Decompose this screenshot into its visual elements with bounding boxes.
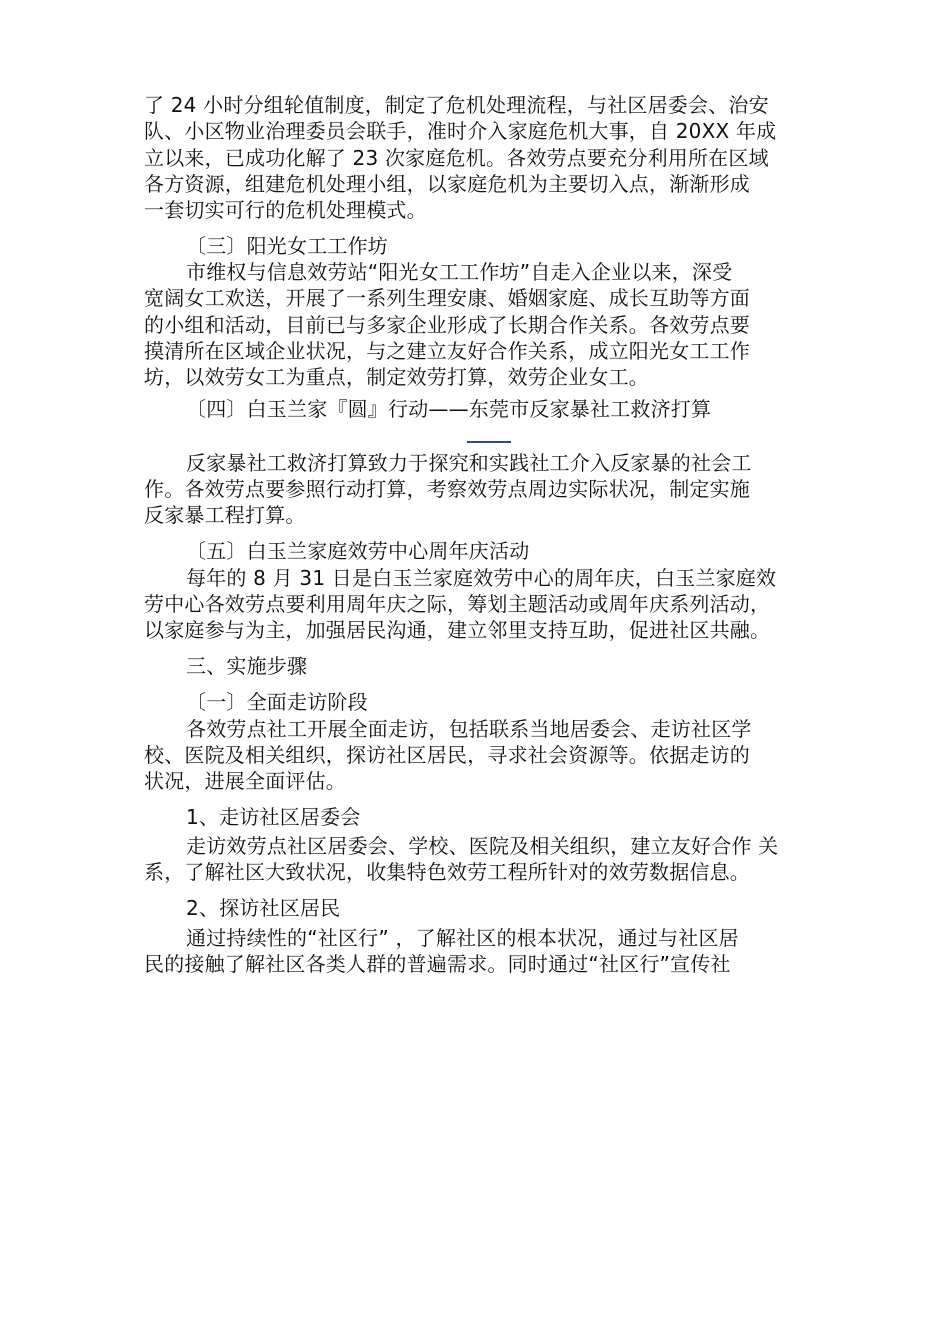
text-line: 了 24 小时分组轮值制度，制定了危机处理流程，与社区居委会、治安 (144, 93, 769, 117)
section-heading: 〔一〕全面走访阶段 (186, 690, 368, 714)
paragraph-start: 反家暴社工救济打算致力于探究和实践社工介入反家暴的社会工 (186, 451, 752, 475)
text-line: 民的接触了解社区各类人群的普遍需求。同时通过“社区行”宣传社 (144, 952, 731, 976)
underline-mark (467, 441, 511, 443)
section-heading: 〔四〕白玉兰家『圆』行动——东莞市反家暴社工救济打算 (186, 397, 712, 421)
text-line: 坊，以效劳女工为重点，制定效劳打算，效劳企业女工。 (144, 365, 649, 389)
text-line: 系，了解社区大致状况，收集特色效劳工程所针对的效劳数据信息。 (144, 860, 750, 884)
text-line: 劳中心各效劳点要利用周年庆之际，筹划主题活动或周年庆系列活动， (144, 592, 771, 616)
paragraph-start: 通过持续性的“社区行” ，了解社区的根本状况，通过与社区居 (186, 926, 739, 950)
text-line: 作。各效劳点要参照行动打算，考察效劳点周边实际状况，制定实施 (144, 477, 750, 501)
subsection-heading: 1、走访社区居委会 (186, 805, 361, 829)
paragraph-start: 市维权与信息效劳站“阳光女工工作坊”自走入企业以来，深受 (186, 260, 733, 284)
text-line: 的小组和活动，目前已与多家企业形成了长期合作关系。各效劳点要 (144, 313, 750, 337)
text-line: 宽阔女工欢送，开展了一系列生理安康、婚姻家庭、成长互助等方面 (144, 286, 750, 310)
text-line: 反家暴工程打算。 (144, 503, 306, 527)
paragraph-start: 每年的 8 月 31 日是白玉兰家庭效劳中心的周年庆，白玉兰家庭效 (186, 566, 777, 590)
text-line: 一套切实可行的危机处理模式。 (144, 198, 427, 222)
text-line: 摸清所在区域企业状况，与之建立友好合作关系，成立阳光女工工作 (144, 339, 750, 363)
section-heading: 〔五〕白玉兰家庭效劳中心周年庆活动 (186, 539, 530, 563)
text-line: 状况，进展全面评估。 (144, 769, 346, 793)
text-line: 校、医院及相关组织，探访社区居民，寻求社会资源等。依据走访的 (144, 743, 750, 767)
paragraph-start: 走访效劳点社区居委会、学校、医院及相关组织，建立友好合作 关 (186, 834, 779, 858)
text-line: 各方资源，组建危机处理小组，以家庭危机为主要切入点，渐渐形成 (144, 172, 750, 196)
paragraph-start: 各效劳点社工开展全面走访，包括联系当地居委会、走访社区学 (186, 717, 752, 741)
subsection-heading: 2、探访社区居民 (186, 896, 341, 920)
text-line: 队、小区物业治理委员会联手，准时介入家庭危机大事，自 20XX 年成 (144, 119, 777, 143)
section-heading: 三、实施步骤 (186, 654, 308, 678)
text-line: 立以来，已成功化解了 23 次家庭危机。各效劳点要充分利用所在区域 (144, 146, 769, 170)
text-line: 以家庭参与为主，加强居民沟通，建立邻里支持互助，促进社区共融。 (144, 618, 771, 642)
section-heading: 〔三〕阳光女工工作坊 (186, 234, 388, 258)
